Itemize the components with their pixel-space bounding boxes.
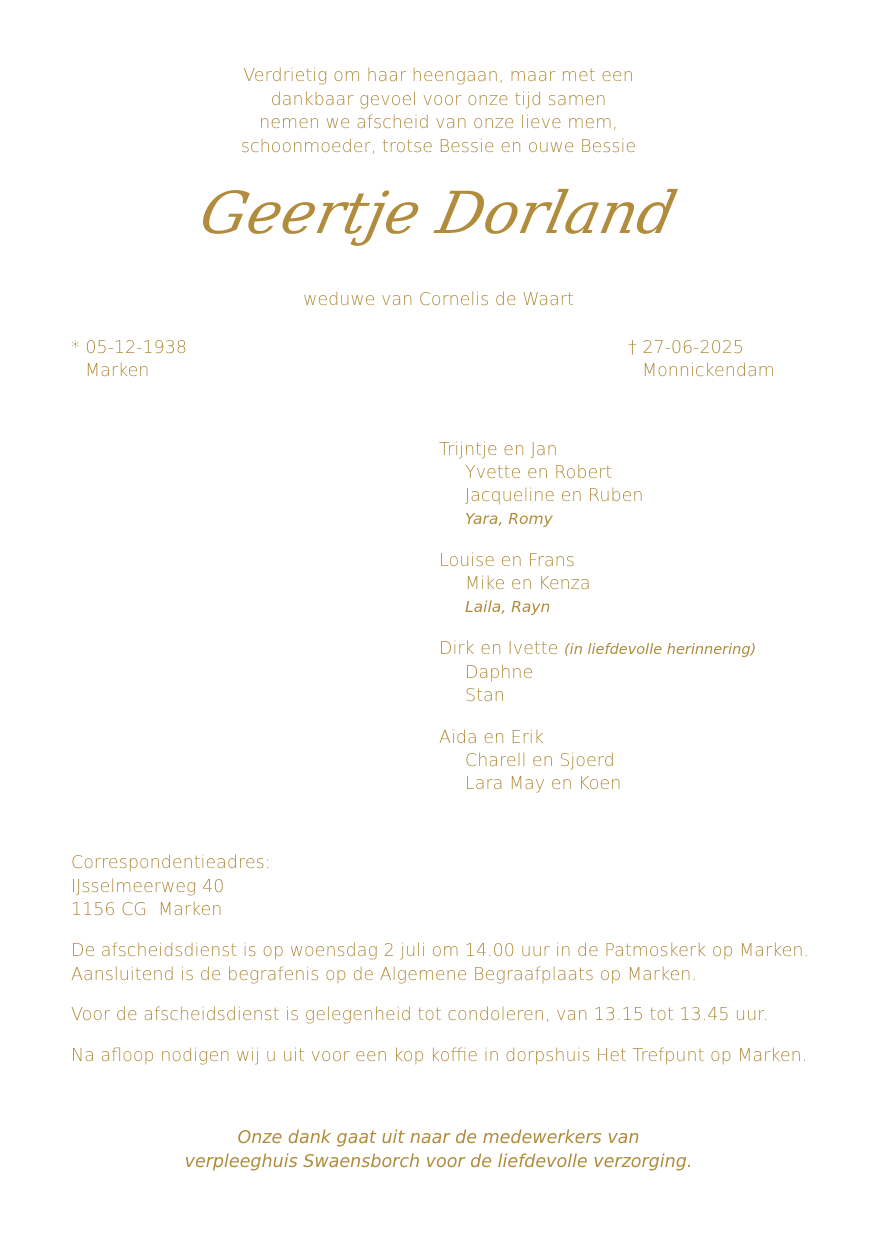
service-paragraph: De afscheidsdienst is op woensdag 2 juli om 14.00 uur in de Patmoskerk op Marken. Aansluitend is de begrafenis op de Algemene Begraafplaats op Marken. bbox=[71, 941, 810, 985]
family-parent-name: Dirk en Ivette bbox=[439, 639, 559, 659]
family-note: (in liefdevolle herinnering) bbox=[564, 642, 757, 658]
deceased-name: Geertje Dorland bbox=[194, 179, 683, 247]
family-parent bbox=[439, 638, 756, 662]
death-date: † 27-06-2025 bbox=[628, 338, 745, 358]
death-info bbox=[628, 337, 775, 383]
intro-text bbox=[0, 65, 877, 159]
family-child: Stan bbox=[465, 686, 505, 706]
thanks-note bbox=[0, 1127, 877, 1174]
intro-line: nemen we afscheid van onze lieve mem, bbox=[259, 113, 618, 133]
family-child: Lara May en Koen bbox=[465, 774, 622, 794]
family-child: Mike en Kenza bbox=[465, 574, 591, 594]
family-child: Yvette en Robert bbox=[465, 463, 613, 483]
family-parent bbox=[439, 439, 756, 462]
family-grandchildren: Yara, Romy bbox=[465, 510, 553, 528]
family-grandchildren: Laila, Rayn bbox=[465, 598, 551, 616]
family-child: Charell en Sjoerd bbox=[465, 751, 615, 771]
intro-line: Verdrietig om haar heengaan, maar met een bbox=[243, 66, 634, 86]
service-paragraph: Voor de afscheidsdienst is gelegenheid tot condoleren, van 13.15 tot 13.45 uur. bbox=[71, 1005, 769, 1025]
thanks-line: verpleeghuis Swaensborch voor de liefdevolle verzorging. bbox=[184, 1151, 693, 1172]
family-child: Daphne bbox=[465, 663, 534, 683]
birth-info bbox=[71, 337, 187, 383]
widow-of: weduwe van Cornelis de Waart bbox=[303, 290, 574, 310]
service-info bbox=[71, 940, 809, 1085]
family-parent-name: Louise en Frans bbox=[439, 551, 575, 571]
family-group bbox=[439, 439, 756, 531]
intro-line: schoonmoeder, trotse Bessie en ouwe Bessie bbox=[240, 136, 637, 157]
birth-place: Marken bbox=[85, 361, 150, 381]
birth-date: * 05-12-1938 bbox=[71, 338, 188, 358]
intro-line: dankbaar gevoel voor onze tijd samen bbox=[270, 89, 607, 110]
death-place: Monnickendam bbox=[642, 361, 775, 381]
family-group bbox=[439, 550, 756, 619]
family-parent-name: Aïda en Erik bbox=[439, 728, 544, 748]
address-postal: 1156 CG Marken bbox=[71, 900, 223, 920]
family-child: Jacqueline en Ruben bbox=[465, 486, 644, 506]
correspondence-address bbox=[71, 852, 271, 923]
family-parent-name: Trijntje en Jan bbox=[439, 440, 558, 460]
address-label: Correspondentieadres: bbox=[71, 853, 271, 873]
service-paragraph: Na afloop nodigen wij u uit voor een kop koffie in dorpshuis Het Trefpunt op Marken. bbox=[71, 1045, 808, 1066]
thanks-line: Onze dank gaat uit naar de medewerkers van bbox=[237, 1128, 640, 1148]
family-group bbox=[439, 638, 756, 708]
address-street: IJsselmeerweg 40 bbox=[71, 876, 225, 897]
family-parent bbox=[439, 727, 756, 750]
family-list bbox=[439, 439, 756, 815]
family-group bbox=[439, 727, 756, 796]
family-parent bbox=[439, 550, 756, 573]
